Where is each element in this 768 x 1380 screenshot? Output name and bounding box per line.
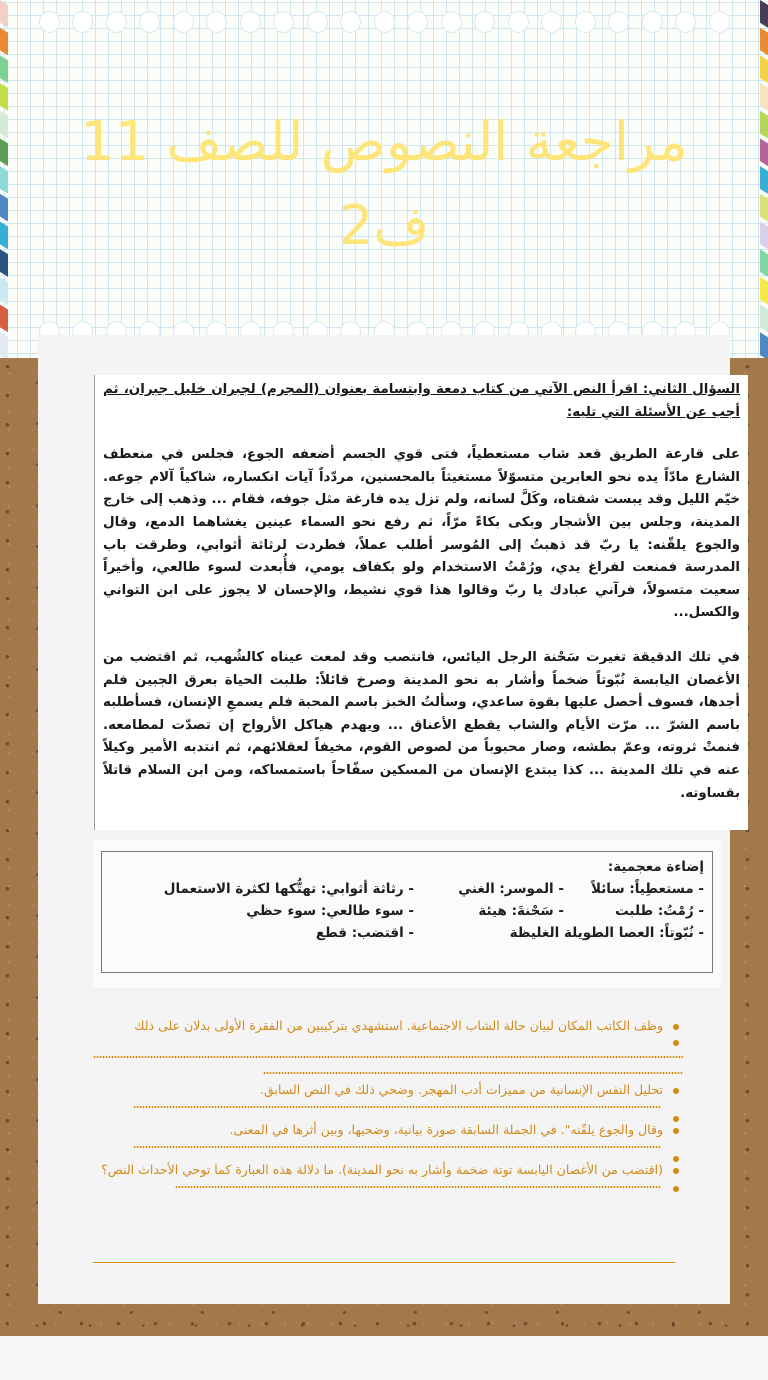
glossary-row [110, 922, 704, 944]
glossary-term: - نُبّوتاً: العصا الطويلة الغليظة [509, 925, 704, 941]
scanned-glossary-image [93, 840, 721, 988]
questions-list [93, 1018, 683, 1192]
right-color-strip [760, 0, 768, 360]
binder-holes-top [0, 11, 768, 35]
glossary-term: - الموسر: الغني [458, 881, 564, 897]
scanned-passage-image [94, 375, 748, 830]
answer-dotted-line [263, 1072, 683, 1074]
glossary-term: - رُمْتُ: طلبت [615, 903, 704, 919]
answer-bullet [93, 1034, 683, 1050]
answer-dotted-line [133, 1146, 661, 1148]
answer-bullet [93, 1180, 683, 1192]
glossary-term: - مستعطِياً: سائلاً [590, 881, 704, 897]
answer-dotted-line [133, 1106, 661, 1108]
glossary-term: - سوء طالعي: سوء حظي [246, 903, 414, 919]
question-item: تحليل النفس الإنسانية من مميزات أدب المهجر. وضحي ذلك في النص السابق. [93, 1082, 683, 1098]
section-divider [93, 1262, 675, 1263]
glossary-row [110, 900, 704, 922]
page-title [60, 100, 708, 268]
title-line-1: مراجعة النصوص للصف 11 [80, 110, 688, 173]
glossary-box [101, 851, 713, 973]
glossary-term: - سَحْنةَ: هيئة [478, 903, 564, 919]
passage-paragraph-2: في تلك الدقيقة تغيرت سَحْنة الرجل اليائس، فانتصب وقد لمعت عيناه كالشُهب، ثم اقتضب من الأغصان اليابسة نُبّوتاً ضخماً وأشار به نحو المدينة وصرخ قائلاً: طلبت الحياة بعرق الجبين فلم أجدها، فسوف أحصل عليها بقوة ساعدي، وسألتُ الخبز باسم المحبة فلم يسمعِ الإنسان، فسأطلبه باسم الشرّ ... مرّت الأيام والشاب يقطع الأعناق ... ويهدم هياكل الأرواح إن تصدّت لمطامعه. فنمتْ ثروته، وعمّ بطشه، وصار محبوباً من لصوص القوم، مخيفاً لعقلائهم، ثم انتدبه الأمير وكيلاً عنه في تلك المدينة ... كذا يبتدع الإنسان من المسكين سفّاحاً باستمساكه، ومن ابن السلام قاتلاً بقساوته. [103, 649, 740, 801]
title-line-2: ف2 [338, 194, 430, 257]
glossary-term: - اقتضب: قطع [315, 925, 414, 941]
question-item: وظف الكاتب المكان لبيان حالة الشاب الاجتماعية. استشهدي بتركيبين من الفقرة الأولى بدلان على ذلك [93, 1018, 683, 1034]
glossary-heading: إضاءة معجمية: [607, 859, 704, 875]
passage-paragraph-1: على قارعة الطريق قعد شاب مستعطياً، فتى قوي الجسم أضعفه الجوع، فجلس في منعطف الشارع مادّاً يده نحو العابرين متسوّلاً مستغيثاً بالمحسنين، مردّداً آيات انكساره، شاكياً آلام جوعه. خيّم الليل وقد يبست شفتاه، وكَلَّ لسانه، ولم تزل يده فارغة مثل جوفه، فقام ... وذهب إلى خارج المدينة، وجلس بين الأشجار وبكى بكاءً مرّاً، ثم رفع نحو السماء عينين يغشاهما الدمع، وقال والجوع يلقّنه: يا ربّ قد ذهبتُ إلى المُوسر أطلب عملاً، فطردت لرثاثة أثوابي، وطرقت باب المدرسة فمنعت لفراغ يدي، ورُمْتُ الاستخدام ولو بكفاف يومي، فأُبعدت لسوء طالعي، وأخيراً سعيت متسولاً، فرآني عبادك يا ربّ وقالوا هذا قوي نشيط، والإحسان لا يجوز على ابن التواني والكسل... [103, 447, 740, 621]
answer-bullet [93, 1110, 683, 1122]
question-item: وقال والجوع يلقّنه". في الجملة السابقة صورة بيانية، وضحيها، وبين أثرها في المعنى. [93, 1122, 683, 1138]
answer-dotted-line [93, 1056, 683, 1058]
question-heading: السؤال الثاني: اقرأ النص الآتي من كتاب دمعة وابتسامة بعنوان (المجرم) لجبران خليل جبران، ثم أجب عن الأسئلة التي تليه: [103, 382, 740, 420]
left-color-strip [0, 0, 8, 360]
answer-bullet [93, 1150, 683, 1162]
question-item: (اقتضب من الأغصان اليابسة توتة ضخمة وأشار به نحو المدينة). ما دلالة هذه العبارة كما توحي الأحداث النص؟ [93, 1162, 683, 1178]
glossary-term: - رثاثة أثوابي: تهتُّكها لكثرة الاستعمال [163, 881, 414, 897]
glossary-row [110, 878, 704, 900]
header-banner [0, 0, 768, 360]
